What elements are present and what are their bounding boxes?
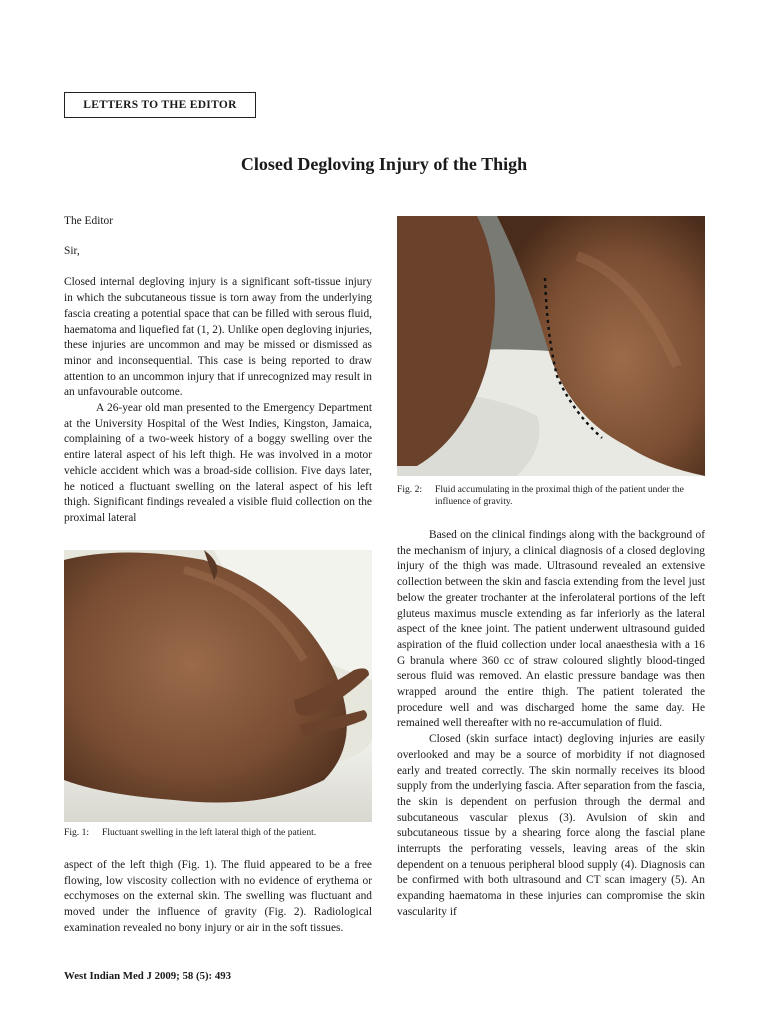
paragraph-case: A 26-year old man presented to the Emergency Department at the University Hospital of the West Indies, Kingston, Jamaica, complaining of a two-week history of a boggy swelling over the entire lateral aspect of his left thigh. He was involved in a motor vehicle accident which was a broad-side collision. Five days later, he noticed a fluctuant swelling on the lateral aspect of his left thigh. Significant findings revealed a visible fluid collection on the proximal lateral: [64, 402, 372, 524]
right-column: [397, 528, 705, 921]
figure-2-caption-text: Fluid accumulating in the proximal thigh of the patient under the influence of gravity.: [435, 484, 684, 507]
salutation-sir: Sir,: [64, 244, 80, 257]
figure-2-label: Fig. 2:: [397, 484, 423, 495]
paragraph-discussion: Closed (skin surface intact) degloving injuries are easily overlooked and may be a source of morbidity if not diagnosed early and treated correctly. The skin normally receives its blood supply from the underlying fascia. After separation from the fascia, the skin is dependent on perfusion through the dermal and subcutaneous vascular plexus (3). Avulsion of skin and subcutaneous tissue by a shearing force along the fascial plane interrupts the perforating vessels, leaving areas of the skin dependent on a tenuous peripheral blood supply (4). Diagnosis can be confirmed with both ultrasound and CT scan imagery (5). An expanding haematoma in these injuries can compromise the skin vascularity if: [397, 733, 705, 918]
journal-footer: West Indian Med J 2009; 58 (5): 493: [64, 970, 232, 982]
left-column-top: [64, 214, 372, 527]
figure-1-photo: [64, 550, 372, 822]
figure-2-photo: [397, 216, 705, 476]
left-column-bottom: [64, 858, 372, 937]
article-title: Closed Degloving Injury of the Thigh: [240, 154, 528, 174]
section-label: LETTERS TO THE EDITOR: [64, 92, 256, 118]
salutation-editor: The Editor: [64, 215, 114, 227]
figure-1-label: Fig. 1:: [64, 827, 90, 838]
figure-2-caption: [397, 484, 705, 508]
figure-1-caption: [64, 827, 372, 839]
figure-1-caption-text: Fluctuant swelling in the left lateral thigh of the patient.: [102, 827, 317, 838]
paragraph-findings: aspect of the left thigh (Fig. 1). The fluid appeared to be a free flowing, low viscosity collection with no evidence of erythema or ecchymoses on the external skin. The swelling was fluctuant and moved under the influence of gravity (Fig. 2). Radiological examination revealed no bony injury or air in the soft tissues.: [64, 859, 372, 934]
paragraph-intro: Closed internal degloving injury is a significant soft-tissue injury in which the subcutaneous tissue is torn away from the underlying fascia creating a potential space that can be filled with serous fluid, haematoma and liquefied fat (1, 2). Unlike open degloving injuries, these injuries are uncommon and may be missed or dismissed as minor and inconsequential. This case is being reported to draw attention to an uncommon injury that if unrecognized may result in an unfavourable outcome.: [64, 276, 372, 399]
paragraph-diagnosis: Based on the clinical findings along with the background of the mechanism of injury, a clinical diagnosis of a closed degloving injury of the thigh was made. Ultrasound revealed an extensive collection between the skin and fascia extending from the level just below the greater trochanter at the inferolateral portions of the left gluteus maximus muscle extending as far inferiorly as the lateral aspect of the knee joint. The patient underwent ultrasound guided aspiration of the fluid collection under local anaesthesia with a 16 G branula where 360 cc of straw coloured slightly blood-tinged serous fluid was removed. An elastic pressure bandage was then wrapped around the entire thigh. The patient tolerated the procedure well and was discharged home the same day. He remained well thereafter with no re-accumulation of fluid.: [397, 529, 705, 730]
